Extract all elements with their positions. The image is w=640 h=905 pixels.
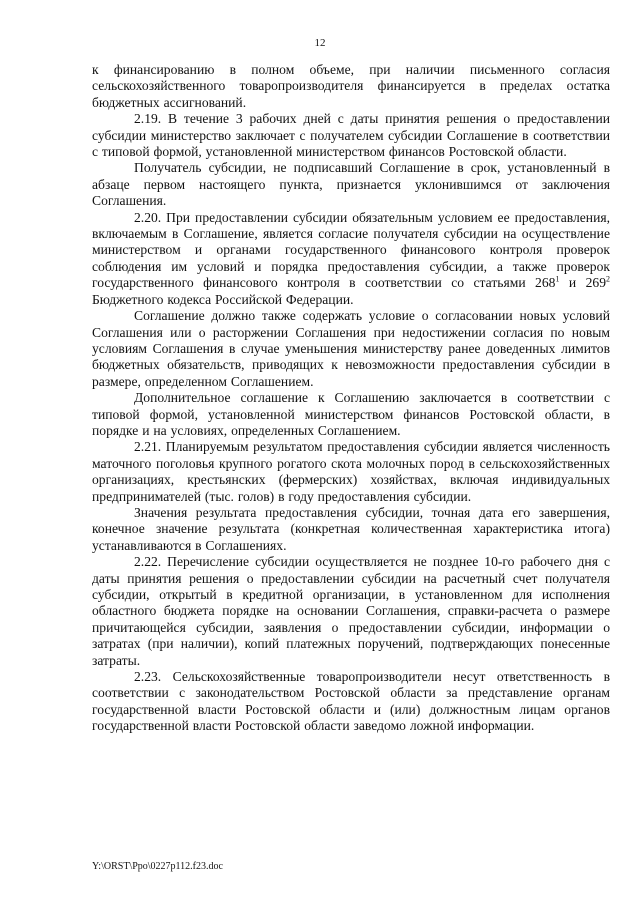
article-superscript-2: 2 (606, 274, 610, 284)
article-superscript-1: 1 (555, 274, 560, 284)
paragraph-continuation: к финансированию в полном объеме, при наличии письменного согласия сельскохозяйственного товаропроизводителя финансируется в пределах остатка бюджетных ассигнований. (92, 62, 610, 110)
paragraph-2-20-text-c: Бюджетного кодекса Российской Федерации. (92, 291, 354, 307)
paragraph-2-20-text-a: 2.20. При предоставлении субсидии обязательным условием ее предоставления, включаемым в Соглашение, является согласие получателя субсидии на осуществление министерством и органами государственного финансового контроля проверок соблюдения им условий и порядка предоставления субсидии, а также проверок государственного финансового контроля в соответствии со статьями 268 (92, 209, 610, 291)
page-number: 12 (314, 37, 326, 49)
paragraph-2-20-additional-agreement: Дополнительное соглашение к Соглашению заключается в соответствии с типовой формой, установленной министерством финансов Ростовской области, в порядке и на условиях, определенных Соглашением. (92, 390, 610, 438)
document-body (92, 62, 610, 735)
footer-file-path: Y:\ORST\Ppo\0227p112.f23.doc (92, 861, 223, 872)
paragraph-2-23: 2.23. Сельскохозяйственные товаропроизводители несут ответственность в соответствии с законодательством Ростовской области за представление органам государственной власти Ростовской области и (или) должностным лицам органов государственной власти Ростовской области заведомо ложной информации. (92, 669, 610, 734)
paragraph-2-22: 2.22. Перечисление субсидии осуществляется не позднее 10-го рабочего дня с даты принятия решения о предоставлении субсидии на расчетный счет получателя субсидии, открытый в кредитной организации, в установленном для исполнения областного бюджета порядке на основании Соглашения, справки-расчета о размере причитающейся субсидии, заявления о предоставлении субсидии, информации о затратах (при наличии), копий платежных поручений, подтверждающих понесенные затраты. (92, 554, 610, 668)
paragraph-2-19-refusal: Получатель субсидии, не подписавший Соглашение в срок, установленный в абзаце первом настоящего пункта, признается уклонившимся от заключения Соглашения. (92, 160, 610, 209)
paragraph-2-21: 2.21. Планируемым результатом предоставления субсидии является численность маточного поголовья крупного рогатого скота молочных пород в сельскохозяйственных организациях, крестьянских (фермерских) хозяйствах, включая индивидуальных предпринимателей (тыс. голов) в году предоставления субсидии. (92, 439, 610, 504)
paragraph-2-21-result-values: Значения результата предоставления субсидии, точная дата его завершения, конечное значение результата (конкретная количественная характеристика итога) устанавливаются в Соглашениях. (92, 504, 610, 553)
paragraph-2-20-text-b: и 269 (559, 275, 606, 291)
paragraph-2-19: 2.19. В течение 3 рабочих дней с даты принятия решения о предоставлении субсидии министерство заключает с получателем субсидии Соглашение в соответствии с типовой формой, установленной министерством финансов Ростовской области. (92, 111, 610, 160)
paragraph-2-20-agreement-terms: Соглашение должно также содержать условие о согласовании новых условий Соглашения или о расторжении Соглашения при недостижении согласия по новым условиям Соглашения в случае уменьшения министерству ранее доведенных лимитов бюджетных обязательств, приводящих к невозможности предоставления субсидии в размере, определенном Соглашением. (92, 308, 610, 389)
paragraph-2-20 (92, 210, 610, 308)
